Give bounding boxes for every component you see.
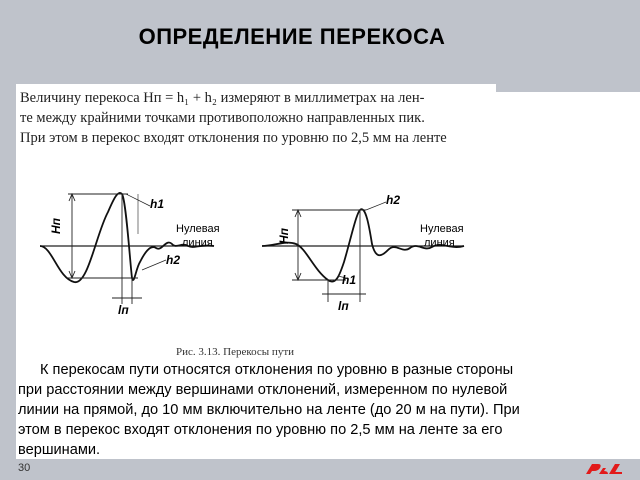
- body-line-5: вершинами.: [18, 442, 101, 458]
- right-hn-label: Hп: [277, 228, 291, 244]
- right-ln-label: lп: [338, 299, 349, 313]
- right-diagram: [262, 193, 464, 313]
- scanned-figure: [16, 84, 496, 367]
- left-diagram: [40, 193, 220, 317]
- left-zero-label-2: линия: [182, 237, 213, 249]
- figure-text-line-2: те между крайними точками противоположно направленных пик.: [20, 110, 425, 126]
- right-zero-label: Нулевая: [420, 223, 464, 235]
- figure-text-line-1: Величину перекоса Hп = h₁ + h₂ измеряют в миллиметрах на лен-: [20, 90, 425, 106]
- body-line-3: линии на прямой, до 10 мм включительно на ленте (до 20 м на пути). При: [18, 402, 520, 418]
- body-line-4: этом в перекос входят отклонения по уровню по 2,5 мм на ленте за его: [18, 422, 503, 438]
- body-paragraph: [18, 360, 632, 460]
- footer-bar: [0, 459, 640, 480]
- left-ln-label: lп: [118, 303, 129, 317]
- figure-text-line-3: При этом в перекос входят отклонения по уровню по 2,5 мм на ленте: [20, 130, 447, 146]
- left-band: [0, 92, 16, 480]
- figure-caption: Рис. 3.13. Перекосы пути: [176, 346, 295, 358]
- left-h2-label: h2: [166, 253, 181, 267]
- body-line-2: при расстоянии между вершинами отклонений, измеренном по нулевой: [18, 382, 508, 398]
- right-zero-label-2: линия: [424, 237, 455, 249]
- left-h1-label: h1: [150, 197, 165, 211]
- body-line-1: К перекосам пути относятся отклонения по уровню в разные стороны: [40, 362, 514, 378]
- right-h1-label: h1: [342, 273, 357, 287]
- slide-title: ОПРЕДЕЛЕНИЕ ПЕРЕКОСА: [138, 24, 446, 49]
- left-hn-label: Hп: [49, 218, 63, 234]
- right-h2-label: h2: [386, 193, 401, 207]
- skew-diagrams: [16, 174, 496, 374]
- left-zero-label: Нулевая: [176, 223, 220, 235]
- rzd-logo-icon: [584, 460, 624, 478]
- page-number: 30: [18, 462, 31, 474]
